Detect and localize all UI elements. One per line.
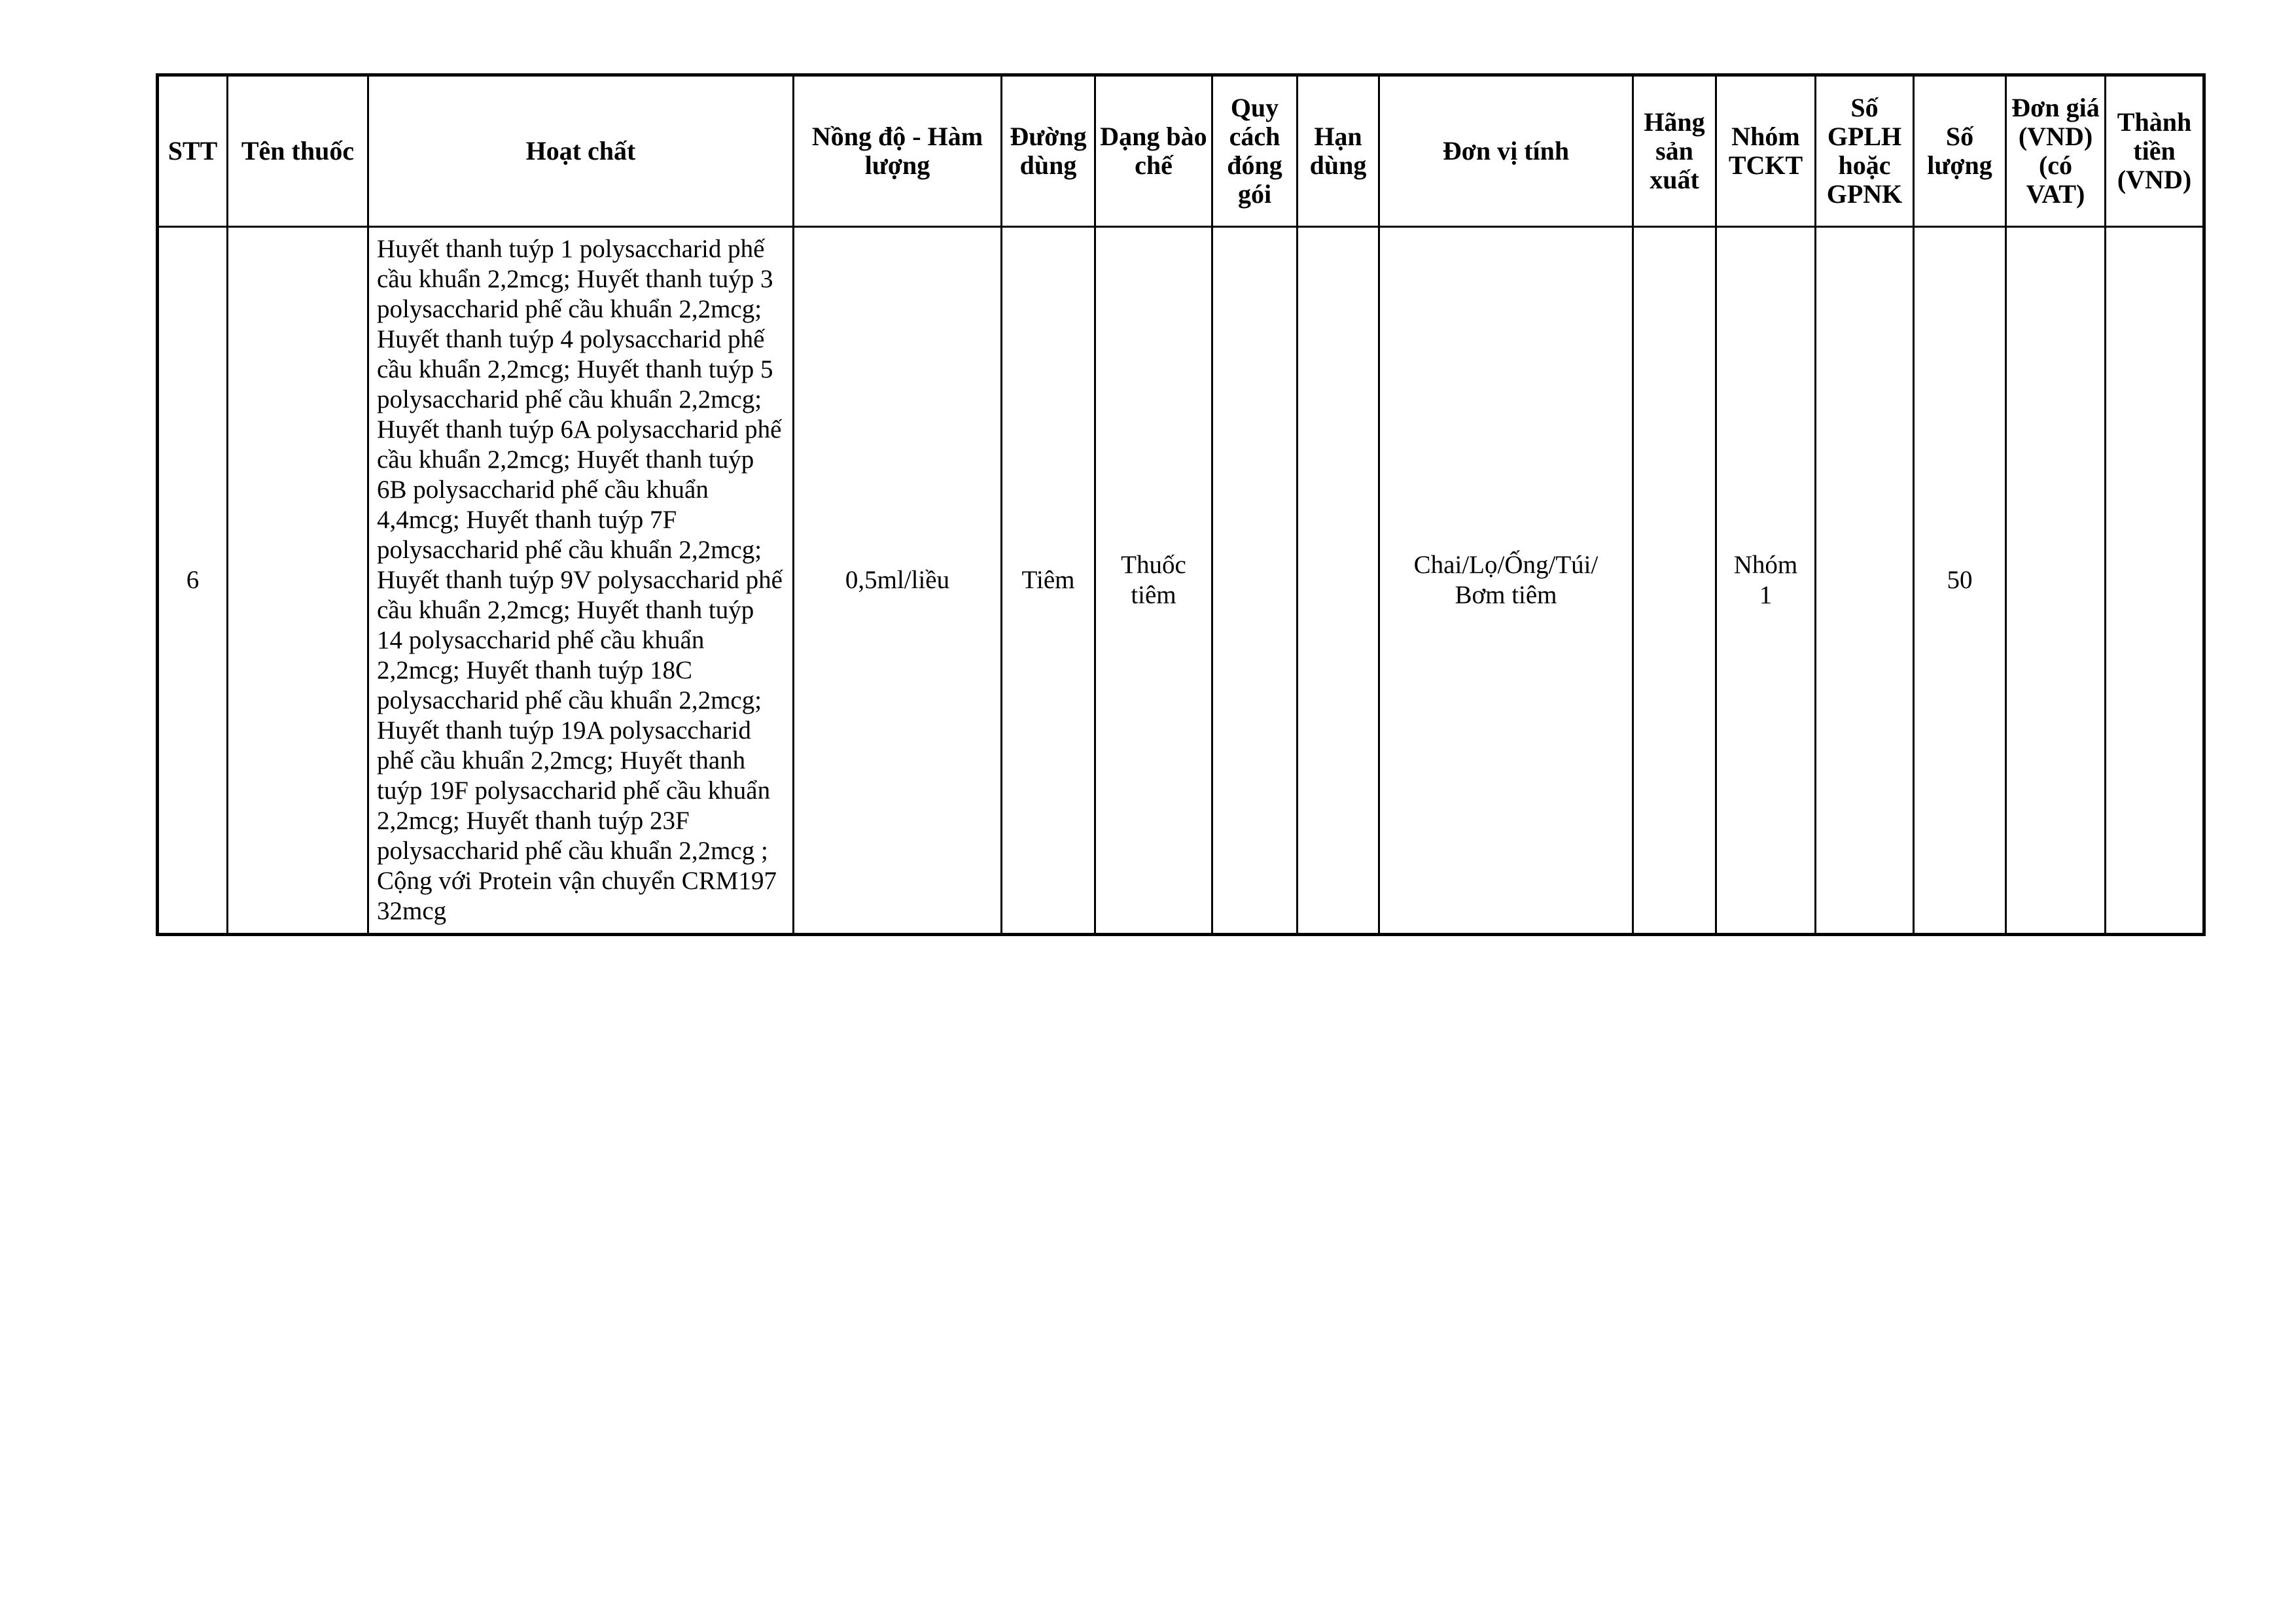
- header-hoat-chat: Hoạt chất: [368, 75, 794, 227]
- cell-dang-bao-che: Thuốc tiêm: [1095, 227, 1212, 935]
- header-ten-thuoc: Tên thuốc: [228, 75, 368, 227]
- cell-nong-do-ham-luong: 0,5ml/liều: [794, 227, 1002, 935]
- header-han-dung: Hạn dùng: [1298, 75, 1379, 227]
- cell-stt: 6: [158, 227, 228, 935]
- header-don-gia: Đơn giá (VND) (có VAT): [2006, 75, 2106, 227]
- cell-quy-cach-dong-goi: [1212, 227, 1298, 935]
- cell-don-vi-tinh: Chai/Lọ/Ống/Túi/ Bơm tiêm: [1379, 227, 1633, 935]
- cell-han-dung: [1298, 227, 1379, 935]
- header-don-vi-tinh: Đơn vị tính: [1379, 75, 1633, 227]
- header-dang-bao-che: Dạng bào chế: [1095, 75, 1212, 227]
- header-so-luong: Số lượng: [1914, 75, 2006, 227]
- cell-hang-san-xuat: [1633, 227, 1716, 935]
- header-nong-do-ham-luong: Nồng độ - Hàm lượng: [794, 75, 1002, 227]
- header-quy-cach-dong-goi: Quy cách đóng gói: [1212, 75, 1298, 227]
- header-nhom-tckt: Nhóm TCKT: [1716, 75, 1816, 227]
- cell-hoat-chat: Huyết thanh tuýp 1 polysaccharid phế cầu khuẩn 2,2mcg; Huyết thanh tuýp 3 polysaccharid phế cầu khuẩn 2,2mcg; Huyết thanh tuýp 4 polysaccharid phế cầu khuẩn 2,2mcg; Huyết thanh tuýp 5 polysaccharid phế cầu khuẩn 2,2mcg; Huyết thanh tuýp 6A polysaccharid phế cầu khuẩn 2,2mcg; Huyết thanh tuýp 6B polysaccharid phế cầu khuẩn 4,4mcg; Huyết thanh tuýp 7F polysaccharid phế cầu khuẩn 2,2mcg; Huyết thanh tuýp 9V polysaccharid phế cầu khuẩn 2,2mcg; Huyết thanh tuýp 14 polysaccharid phế cầu khuẩn 2,2mcg; Huyết thanh tuýp 18C polysaccharid phế cầu khuẩn 2,2mcg; Huyết thanh tuýp 19A polysaccharid phế cầu khuẩn 2,2mcg; Huyết thanh tuýp 19F polysaccharid phế cầu khuẩn 2,2mcg; Huyết thanh tuýp 23F polysaccharid phế cầu khuẩn 2,2mcg ; Cộng với Protein vận chuyển CRM197 32mcg: [368, 227, 794, 935]
- header-duong-dung: Đường dùng: [1002, 75, 1095, 227]
- cell-so-gplh-gpnk: [1816, 227, 1914, 935]
- cell-ten-thuoc: [228, 227, 368, 935]
- table-row: [158, 227, 2204, 935]
- cell-thanh-tien: [2106, 227, 2204, 935]
- cell-duong-dung: Tiêm: [1002, 227, 1095, 935]
- header-hang-san-xuat: Hãng sản xuất: [1633, 75, 1716, 227]
- cell-don-gia: [2006, 227, 2106, 935]
- cell-so-luong: 50: [1914, 227, 2006, 935]
- table-header-row: [158, 75, 2204, 227]
- drug-procurement-table: [156, 73, 2206, 936]
- header-thanh-tien: Thành tiền (VND): [2106, 75, 2204, 227]
- cell-nhom-tckt: Nhóm 1: [1716, 227, 1816, 935]
- header-so-gplh-gpnk: Số GPLH hoặc GPNK: [1816, 75, 1914, 227]
- header-stt: STT: [158, 75, 228, 227]
